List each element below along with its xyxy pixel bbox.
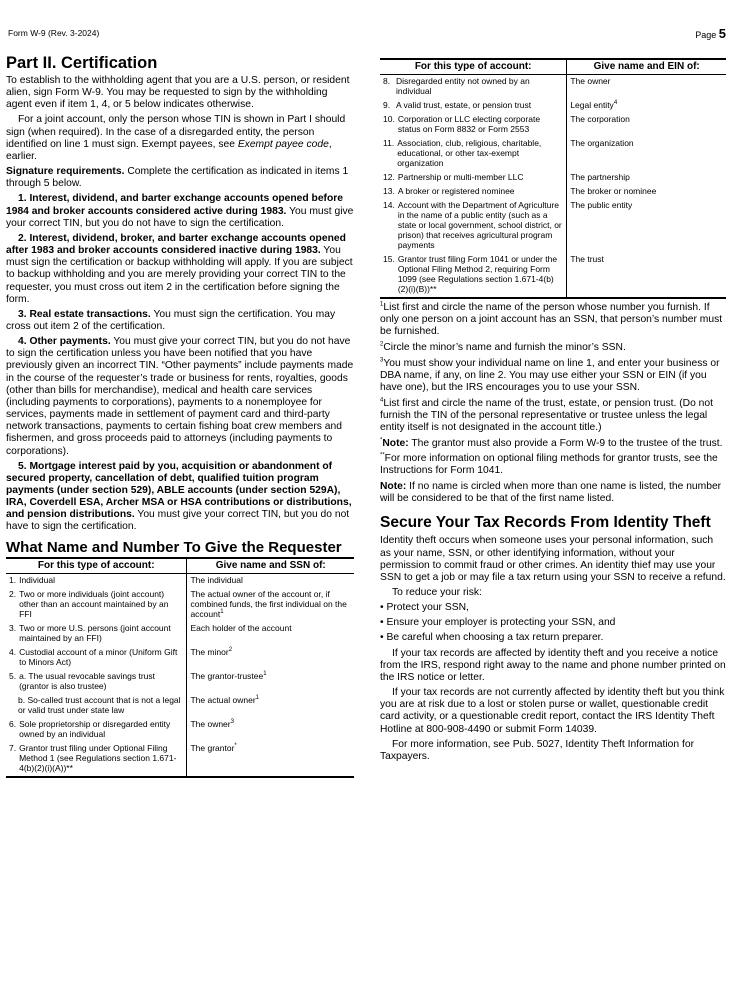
- ein-col-give: Give name and EIN of:: [567, 59, 726, 75]
- page-number: [695, 26, 726, 41]
- ein-give-cell: [567, 253, 726, 298]
- ein-give-name: The trust: [570, 254, 604, 264]
- ssn-row-number: 6.: [9, 718, 17, 729]
- ssn-account-cell: [6, 646, 187, 670]
- item-1-rest: You must give your correct TIN, but you do not have to sign the certification.: [6, 205, 354, 229]
- ssn-account-type: Sole proprietorship or disregarded entity owned by an individual: [19, 718, 171, 739]
- ein-account-type: Disregarded entity not owned by an individual: [396, 76, 530, 96]
- ein-account-type: A valid trust, estate, or pension trust: [396, 100, 532, 110]
- ssn-row-number: [9, 695, 18, 715]
- note-bold: Note:: [380, 481, 407, 493]
- ein-row-number: 12.: [383, 172, 395, 182]
- footnote-2: [380, 342, 726, 354]
- ein-give-footnote-mark: 4: [613, 100, 618, 107]
- item-2-rest: You must sign the certification or backup withholding will apply. If you are subject to backup withholding and you are merely providing your correct TIN to the requester, you must cross out item 2 in the certification before signing the form.: [6, 245, 353, 305]
- note-text: If no name is circled when more than one name is listed, the number will be considered to be that of the first name listed.: [380, 481, 722, 505]
- item-5: [6, 461, 354, 534]
- ein-row-number: 9.: [383, 100, 391, 110]
- fn6-text: For more information on optional filing methods for grantor trusts, see the Instructions for Form 1041.: [380, 453, 718, 477]
- ein-account-type: Association, club, religious, charitable, educational, or other tax-exempt organization: [397, 138, 542, 168]
- item-4-bold: 4. Other payments.: [18, 336, 111, 348]
- p2-italic: Exempt payee code: [237, 138, 329, 150]
- item-1-bold: 1. Interest, dividend, and barter exchange accounts opened before 1984 and broker accounts considered active during 1983.: [6, 193, 344, 217]
- ein-row: [380, 137, 726, 171]
- item-1: [6, 193, 354, 229]
- ssn-account-cell: [6, 622, 187, 646]
- ssn-row-number: 2.: [9, 588, 17, 599]
- ein-give-name: The public entity: [570, 200, 633, 210]
- ssn-give-cell: [187, 670, 354, 694]
- theft-bullet-1: • Protect your SSN,: [380, 602, 726, 614]
- sig-req-rest: Complete the certification as indicated in items 1 through 5 below.: [6, 166, 349, 190]
- fn1-mark: 1: [380, 301, 384, 308]
- ssn-account-cell: [6, 718, 187, 742]
- ssn-give-cell: [187, 694, 354, 718]
- ssn-row: [6, 670, 354, 694]
- fn5-mark: *: [380, 437, 383, 444]
- ein-row-number: 10.: [383, 114, 395, 124]
- ein-row-number: 11.: [383, 138, 395, 148]
- ein-account-type: Corporation or LLC electing corporate status on Form 8832 or Form 2553: [397, 114, 541, 134]
- ein-row-number: 15.: [383, 254, 395, 264]
- ssn-give-name: The individual: [190, 574, 243, 585]
- footnote-4: [380, 398, 726, 434]
- ssn-account-type: Custodial account of a minor (Uniform Gift to Minors Act): [19, 646, 178, 667]
- ein-row: [380, 171, 726, 185]
- ein-row-number: 14.: [383, 200, 395, 210]
- ssn-give-name: The owner: [190, 718, 231, 729]
- ein-account-type: A broker or registered nominee: [397, 186, 515, 196]
- ein-row: [380, 99, 726, 113]
- theft-body: [380, 535, 726, 763]
- ssn-account-cell: [6, 670, 187, 694]
- item-4-rest: You must give your correct TIN, but you do not have to sign the certification unless you have been notified that you have previously given an incorrect TIN. “Other payments” include payments made in the course of the requester’s trade or business for rents, royalties, goods (other than bills for merchandise), medical and health care services (including payments to corporations), payments to a nonemployee for services, payments made in settlement of payment card and third-party network transactions, payments to certain fishing boat crew members and fishermen, and gross proceeds paid to attorneys (including payments to corporations).: [6, 336, 354, 457]
- ssn-table: [6, 557, 354, 778]
- ssn-row: [6, 718, 354, 742]
- footnotes: [380, 302, 726, 505]
- footnote-1: [380, 302, 726, 338]
- page-label: Page: [695, 30, 717, 40]
- theft-p5: For more information, see Pub. 5027, Identity Theft Information for Taxpayers.: [380, 738, 695, 762]
- ssn-col-account: For this type of account:: [6, 558, 187, 574]
- part2-body: [6, 75, 354, 534]
- ssn-give-name: The minor: [190, 646, 229, 657]
- ein-account-cell: [380, 137, 567, 171]
- item-5-rest: You must give your correct TIN, but you do not have to sign the certification.: [6, 509, 350, 533]
- ssn-give-footnote-mark: 1: [220, 608, 224, 615]
- ein-give-cell: [567, 171, 726, 185]
- part2-p2: [6, 114, 354, 163]
- ssn-row: [6, 588, 354, 622]
- ein-row-number: 13.: [383, 186, 395, 196]
- ein-give-cell: [567, 185, 726, 199]
- ssn-give-cell: [187, 588, 354, 622]
- ssn-row-number: 3.: [9, 622, 17, 633]
- ssn-give-footnote-mark: 1: [263, 670, 267, 677]
- footnote-grantor: [380, 438, 726, 450]
- ein-row: [380, 113, 726, 137]
- ssn-account-cell: [6, 588, 187, 622]
- ssn-give-cell: [187, 646, 354, 670]
- page-number-value: 5: [718, 26, 726, 41]
- ssn-account-type: Two or more individuals (joint account) other than an account maintained by an FFI: [19, 588, 169, 619]
- part2-title: Part II. Certification: [6, 54, 158, 72]
- ssn-give-cell: [187, 718, 354, 742]
- ein-give-cell: [567, 199, 726, 253]
- theft-p3: If your tax records are affected by identity theft and you receive a notice from the IRS, respond right away to the name and phone number printed on the IRS notice or letter.: [380, 647, 726, 683]
- item-5-bold: 5. Mortgage interest paid by you, acquisition or abandonment of secured property, cancellation of debt, qualified tuition program payments (under section 529), ABLE accounts (under section 529A), IRA, Coverdell ESA, Archer MSA or HSA contributions or distributions, and pension distributions.: [6, 460, 352, 521]
- ein-give-cell: [567, 99, 726, 113]
- ein-account-cell: [380, 113, 567, 137]
- ein-row: [380, 253, 726, 298]
- ssn-give-name: The actual owner: [190, 694, 256, 705]
- fn3-mark: 3: [380, 357, 384, 364]
- item-2: [6, 233, 354, 306]
- ein-account-type: Partnership or multi-member LLC: [397, 172, 524, 182]
- item-2-bold: 2. Interest, dividend, broker, and barter exchange accounts opened after 1983 and broker accounts considered inactive during 1983.: [6, 232, 346, 257]
- item-3-rest: You must sign the certification. You may cross out item 2 of the certification.: [6, 308, 336, 332]
- item-3: [6, 309, 354, 333]
- ssn-account-cell: [6, 573, 187, 588]
- names-title: What Name and Number To Give the Requester: [6, 538, 342, 556]
- ein-give-name: The partnership: [570, 172, 630, 182]
- ssn-account-type: b. So-called trust account that is not a legal or valid trust under state law: [18, 694, 181, 715]
- theft-p1: Identity theft occurs when someone uses your personal information, such as your name, SSN, or other identifying information, without your permission to commit fraud or other crimes. An identity thief may use your SSN to get a job or may file a tax return using your SSN to receive a refund.: [380, 535, 726, 583]
- ssn-give-cell: [187, 622, 354, 646]
- ein-row: [380, 75, 726, 100]
- theft-p4: If your tax records are not currently affected by identity theft but you think you are at risk due to a lost or stolen purse or wallet, questionable credit card activity, or a questionable credit report, contact the IRS Identity Theft Hotline at 800-908-4490 or submit Form 14039.: [380, 687, 725, 735]
- ssn-give-footnote-mark: *: [234, 742, 237, 749]
- footnote-3: [380, 358, 726, 394]
- ein-account-cell: [380, 199, 567, 253]
- footnote-optional: [380, 453, 726, 477]
- sig-req: [6, 166, 354, 190]
- theft-bullet-2: • Ensure your employer is protecting your SSN, and: [380, 617, 726, 629]
- fn4-mark: 4: [380, 397, 384, 404]
- ssn-account-type: Individual: [19, 574, 56, 585]
- right-column: [380, 58, 726, 766]
- ssn-give-footnote-mark: 2: [228, 646, 233, 653]
- ein-row: [380, 199, 726, 253]
- fn2-text: Circle the minor’s name and furnish the minor’s SSN.: [383, 341, 626, 353]
- ein-give-name: The corporation: [570, 114, 630, 124]
- ssn-row: [6, 573, 354, 588]
- ssn-give-name: The actual owner of the account or, if combined funds, the first individual on the account: [190, 588, 347, 619]
- fn6-mark: **: [380, 452, 385, 459]
- ein-give-name: The organization: [570, 138, 634, 148]
- fn1-text: List first and circle the name of the person whose number you furnish. If only one person on a joint account has an SSN, that person’s number must be furnished.: [380, 302, 723, 338]
- p2-text-a: For a joint account, only the person whose TIN is shown in Part I should sign (when required). In the case of a disregarded entity, the person identified on line 1 must sign. Exempt payees, see: [6, 114, 346, 150]
- ssn-row: [6, 742, 354, 777]
- ein-give-name: Legal entity: [570, 100, 614, 110]
- form-label: Form W-9 (Rev. 3-2024): [8, 28, 100, 38]
- ssn-account-type: Grantor trust filing under Optional Filing Method 1 (see Regulations section 1.671-4(b)(2)(i)(A))**: [19, 742, 177, 773]
- fn5-bold: Note:: [382, 437, 409, 449]
- ein-give-name: The owner: [570, 76, 611, 86]
- ssn-account-cell: [6, 742, 187, 777]
- footnote-note: [380, 481, 726, 505]
- left-column: [6, 54, 354, 778]
- theft-bullet-3: • Be careful when choosing a tax return preparer.: [380, 632, 726, 644]
- ssn-give-name: The grantor: [190, 742, 235, 753]
- theft-title: Secure Your Tax Records From Identity Theft: [380, 514, 711, 532]
- ssn-row-number: 1.: [9, 574, 17, 585]
- ein-give-cell: [567, 137, 726, 171]
- ssn-row: [6, 646, 354, 670]
- ssn-row-number: 4.: [9, 646, 17, 657]
- ssn-row: [6, 694, 354, 718]
- ein-account-type: Grantor trust filing Form 1041 or under the Optional Filing Method 2, requiring Form 1099 (see Regulations section 1.671-4(b)(2)(i)(B))**: [397, 254, 558, 294]
- sig-req-bold: Signature requirements.: [6, 166, 125, 178]
- ssn-give-cell: [187, 742, 354, 777]
- item-3-bold: 3. Real estate transactions.: [18, 308, 151, 320]
- ssn-give-footnote-mark: 3: [230, 718, 234, 725]
- theft-p2: To reduce your risk:: [392, 586, 482, 598]
- ein-account-cell: [380, 75, 567, 100]
- ssn-give-cell: [187, 573, 354, 588]
- ssn-row-number: 7.: [9, 742, 17, 753]
- fn5-text: The grantor must also provide a Form W-9 to the trustee of the trust.: [408, 437, 723, 449]
- item-4: [6, 336, 354, 458]
- part2-p1: To establish to the withholding agent that you are a U.S. person, or resident alien, sign Form W-9. You may be requested to sign by the withholding agent even if item 1, 4, or 5 below indicates otherwise.: [6, 75, 350, 111]
- p2-text-b: , earlier.: [6, 138, 332, 162]
- fn4-text: List first and circle the name of the trust, estate, or pension trust. (Do not furnish the TIN of the personal representative or trustee unless the legal entity itself is not designated in the account title.): [380, 397, 714, 433]
- ein-give-cell: [567, 113, 726, 137]
- ein-account-cell: [380, 171, 567, 185]
- ein-give-cell: [567, 75, 726, 100]
- ssn-account-cell: [6, 694, 187, 718]
- ein-row-number: 8.: [383, 76, 391, 86]
- ssn-account-type: Two or more U.S. persons (joint account maintained by an FFI): [19, 622, 171, 643]
- fn3-text: You must show your individual name on line 1, and enter your business or DBA name, if any, on line 2. You may use either your SSN or EIN (if you have one), but the IRS encourages you to use your SSN.: [380, 357, 720, 393]
- ssn-row-number: 5.: [9, 670, 17, 681]
- fn2-mark: 2: [380, 341, 384, 348]
- ein-account-type: Account with the Department of Agriculture in the name of a public entity (such as a state or local government, school district, or prison) that receives agricultural program payments: [397, 200, 562, 250]
- ein-give-name: The broker or nominee: [570, 186, 657, 196]
- ein-account-cell: [380, 99, 567, 113]
- ein-row: [380, 185, 726, 199]
- ein-account-cell: [380, 253, 567, 298]
- ssn-give-name: The grantor-trustee: [190, 670, 264, 681]
- ssn-give-footnote-mark: 1: [255, 694, 259, 701]
- ssn-account-type: a. The usual revocable savings trust (grantor is also trustee): [19, 670, 156, 691]
- ssn-col-give: Give name and SSN of:: [187, 558, 354, 574]
- ssn-give-name: Each holder of the account: [190, 622, 292, 633]
- ein-table: [380, 58, 726, 299]
- ein-col-account: For this type of account:: [380, 59, 567, 75]
- ssn-row: [6, 622, 354, 646]
- ein-account-cell: [380, 185, 567, 199]
